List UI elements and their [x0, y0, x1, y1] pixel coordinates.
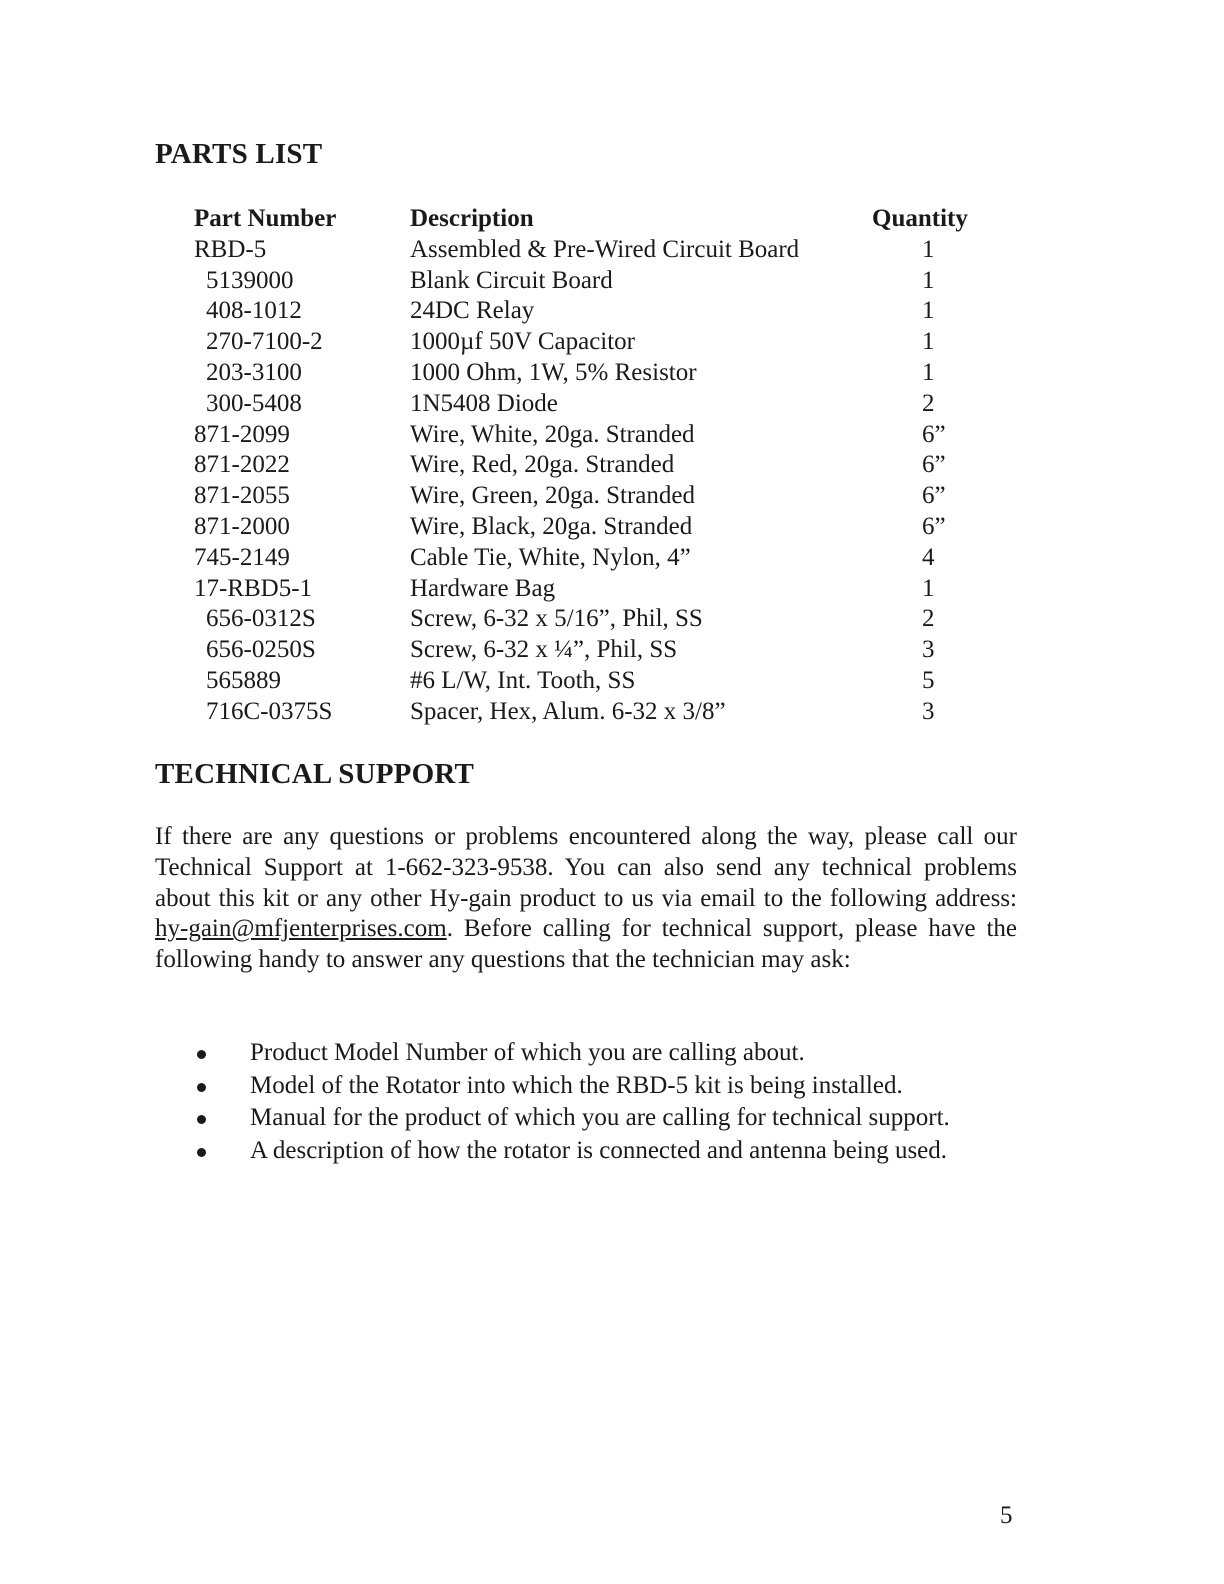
description-cell: 1000µf 50V Capacitor [410, 328, 636, 356]
bullet-text: Manual for the product of which you are calling for technical support. [250, 1104, 950, 1132]
support-text-before-email: If there are any questions or problems encountered along the way, please call our Technical Support at 1-662-323-9538. You can also send any technical problems about this kit or any other Hy-gain product to us via email to the following address: [155, 823, 1017, 912]
part-number-cell: 745-2149 [194, 543, 290, 571]
description-cell: Wire, Black, 20ga. Stranded [410, 512, 693, 540]
part-number-cell: 871-2022 [194, 451, 290, 479]
part-number-cell: 656-0250S [206, 636, 316, 664]
bullet-icon [197, 1083, 206, 1092]
technical-support-paragraph [155, 822, 1017, 976]
bullet-icon [197, 1115, 206, 1124]
description-cell: Assembled & Pre-Wired Circuit Board [410, 235, 800, 263]
part-number-cell: 871-2055 [194, 482, 290, 510]
description-cell: Wire, White, 20ga. Stranded [410, 420, 695, 448]
bullet-text: A description of how the rotator is connected and antenna being used. [250, 1137, 948, 1165]
description-cell: 1000 Ohm, 1W, 5% Resistor [410, 358, 697, 386]
description-cell: Screw, 6-32 x ¼”, Phil, SS [410, 636, 678, 664]
bullet-icon [197, 1148, 206, 1157]
part-number-cell: 203-3100 [206, 358, 302, 386]
description-cell: #6 L/W, Int. Tooth, SS [410, 666, 636, 694]
description-cell: 24DC Relay [410, 297, 535, 325]
document-page: PARTS LIST Part Number Description Quantity RBD-5 Assembled & Pre-Wired Circuit Board 1 5139000 Blank Circuit Board 1 408-1012 24DC Relay 1 270-7100-2 1000µf 50V Capacitor 1 203-3100 1000 Ohm, 1W, 5% Resistor 1 300-5408 1N5408 Diode 2 871-2099 Wire, White, 20ga. Stranded 6” 871-2022 Wire, Red, 20ga. Stranded 6” 871-2055 Wire, Green, 20ga. Stranded 6” 871-2000 Wire, Black, 20ga. Stranded 6” 745-2149 Cable Tie, White, Nylon, 4” 4 17-RBD5-1 Hardware Bag 1 656-0312S Screw, 6-32 x 5/16”, Phil, SS 2 656-0250S Screw, 6-32 x ¼”, Phil, SS 3 565889 #6 L/W, Int. Tooth, SS 5 716C-0375S Spacer, Hex, Alum. 6-32 x 3/8” 3 TECHNICAL SUPPORT If there are any questions or problems encountered along the way, please call our Technical Support at 1-662-323-9538. You can also send any technical problems about this kit or any other Hy-gain product to us via email to the following address: hy-gain@mfjenterprises.com. Before calling for technical support, please have the following handy to answer any questions that the technician may ask: Product Model Number of which you are calling about. Model of the Rotator into which the RBD-5 kit is being installed. Manual for the product of which you are calling for technical support. A description of how the rotator is connected and antenna being used. 5 [155, 138, 1017, 1529]
description-cell: Wire, Green, 20ga. Stranded [410, 482, 695, 510]
part-number-cell: 871-2099 [194, 420, 290, 448]
bullet-icon [197, 1050, 206, 1059]
technical-support-heading: TECHNICAL SUPPORT [155, 758, 475, 790]
description-cell: Blank Circuit Board [410, 266, 613, 294]
part-number-cell: 5139000 [206, 266, 294, 294]
description-cell: Spacer, Hex, Alum. 6-32 x 3/8” [410, 697, 726, 725]
description-cell: Wire, Red, 20ga. Stranded [410, 451, 675, 479]
parts-list-heading: PARTS LIST [155, 138, 323, 170]
description-cell: 1N5408 Diode [410, 389, 558, 417]
description-cell: Cable Tie, White, Nylon, 4” [410, 543, 691, 571]
part-number-cell: 17-RBD5-1 [194, 574, 313, 602]
bullet-text: Product Model Number of which you are calling about. [250, 1039, 805, 1066]
part-number-cell: 270-7100-2 [206, 328, 323, 356]
part-number-cell: 300-5408 [206, 389, 302, 417]
column-header-part-number: Part Number [194, 205, 337, 232]
part-number-cell: RBD-5 [194, 235, 267, 263]
support-text-after-email: . Before calling for technical support, please have the following handy to answer any questions that the technician may ask: [155, 915, 1017, 974]
description-cell: Screw, 6-32 x 5/16”, Phil, SS [410, 605, 703, 633]
part-number-cell: 716C-0375S [206, 697, 333, 725]
part-number-cell: 408-1012 [206, 297, 302, 325]
bullet-text: Model of the Rotator into which the RBD-5 kit is being installed. [250, 1071, 903, 1099]
column-header-description: Description [410, 205, 534, 232]
description-cell: Hardware Bag [410, 574, 556, 602]
part-number-cell: 565889 [206, 666, 281, 694]
support-email-link[interactable]: hy-gain@mfjenterprises.com [155, 915, 447, 943]
part-number-cell: 871-2000 [194, 512, 290, 540]
page-number: 5 [1000, 1502, 1013, 1529]
part-number-cell: 656-0312S [206, 605, 316, 633]
